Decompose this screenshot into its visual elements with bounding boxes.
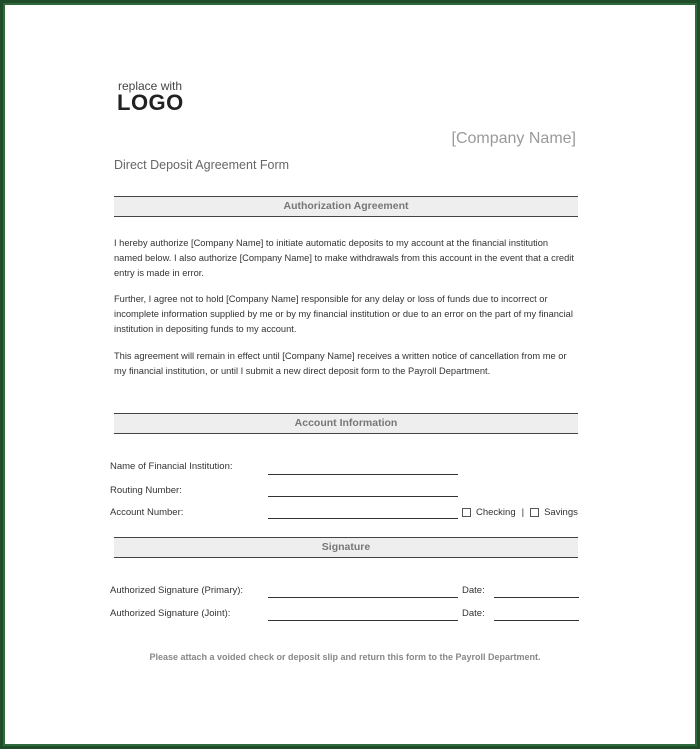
routing-number-field[interactable] — [268, 496, 458, 497]
paragraph-authorization: I hereby authorize [Company Name] to initiate automatic deposits to my account at the financial institution named below. I also authorize [Company Name] to make withdrawals from this account in the event that a credit entry is made in error. — [114, 238, 574, 278]
account-type-group — [462, 507, 578, 518]
form-title: Direct Deposit Agreement Form — [114, 158, 290, 172]
logo-placeholder-caption: replace with — [118, 79, 183, 93]
savings-checkbox[interactable] — [530, 508, 539, 517]
checking-checkbox[interactable] — [462, 508, 471, 517]
paragraph-duration: This agreement will remain in effect until [Company Name] receives a written notice of cancellation from me or my financial institution, or until I submit a new direct deposit form to the Payroll Department. — [114, 351, 567, 376]
label-date-joint: Date: — [462, 608, 485, 619]
label-signature-primary: Authorized Signature (Primary): — [110, 585, 244, 596]
account-number-field[interactable] — [268, 518, 458, 519]
logo-placeholder: LOGO — [117, 90, 184, 115]
savings-label: Savings — [544, 507, 578, 518]
checking-label: Checking — [476, 507, 516, 518]
account-type-separator: | — [521, 507, 525, 518]
date-joint-field[interactable] — [494, 620, 579, 621]
signature-primary-field[interactable] — [268, 597, 458, 598]
paragraph-liability: Further, I agree not to hold [Company Name] responsible for any delay or loss of funds due to incorrect or incomplete information supplied by me or by my financial institution or due to an error on the part of my financial institution in depositing funds to my account. — [114, 294, 573, 334]
signature-joint-field[interactable] — [268, 620, 458, 621]
section-header-signature: Signature — [114, 537, 578, 558]
label-date-primary: Date: — [462, 585, 485, 596]
label-account-number: Account Number: — [110, 507, 184, 518]
section-header-authorization: Authorization Agreement — [114, 196, 578, 217]
financial-institution-field[interactable] — [268, 474, 458, 475]
label-financial-institution: Name of Financial Institution: — [110, 461, 233, 472]
section-header-account: Account Information — [114, 413, 578, 434]
label-routing-number: Routing Number: — [110, 485, 182, 496]
footer-instruction: Please attach a voided check or deposit slip and return this form to the Payroll Department. — [149, 652, 541, 662]
company-name: [Company Name] — [451, 130, 576, 147]
date-primary-field[interactable] — [494, 597, 579, 598]
label-signature-joint: Authorized Signature (Joint): — [110, 608, 231, 619]
